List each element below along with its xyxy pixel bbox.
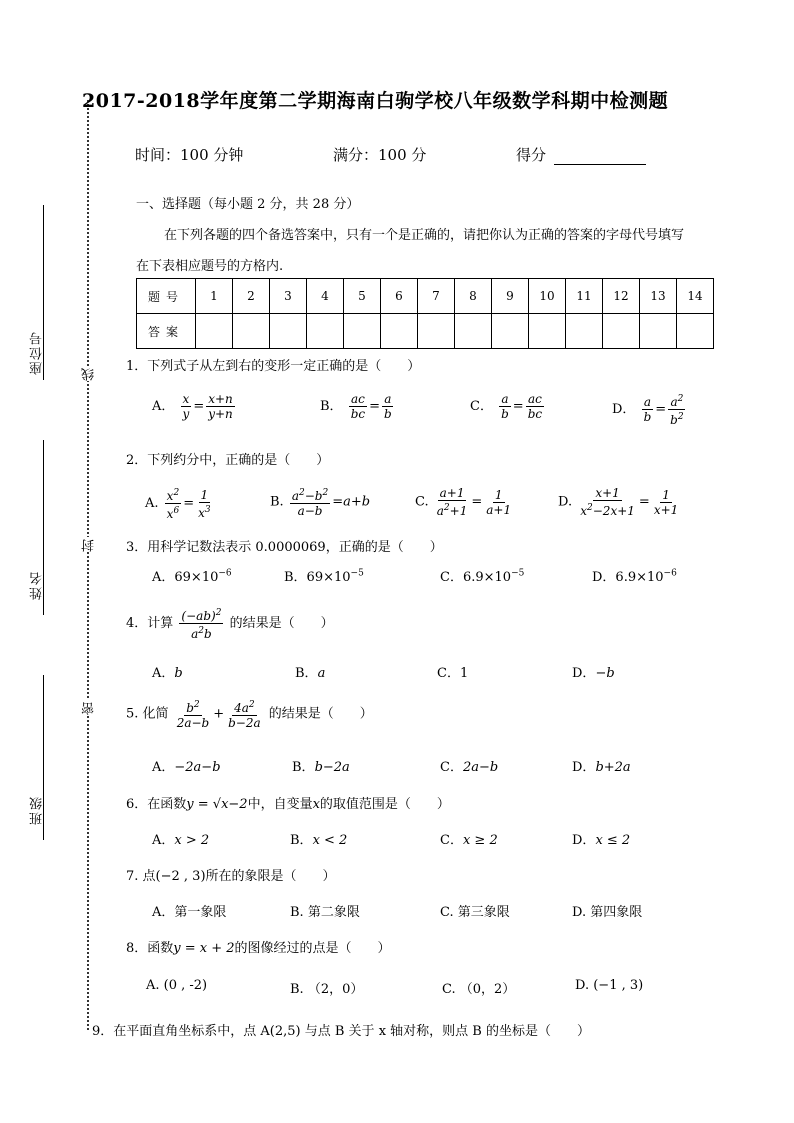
answer-cell[interactable]	[418, 314, 455, 349]
q6-stem: 6．在函数y = √x−2中，自变量x的取值范围是（ ）	[126, 797, 450, 812]
answer-cell[interactable]	[344, 314, 381, 349]
score-field[interactable]	[516, 144, 646, 165]
binding-dotted-line	[87, 100, 89, 1030]
answer-cell[interactable]	[529, 314, 566, 349]
answer-cell[interactable]	[270, 314, 307, 349]
q1-option-a: A． $\frac{x}{y}$ = $\frac{x+n}{y+n}$	[152, 392, 233, 421]
answer-cell[interactable]	[677, 314, 714, 349]
seal-char-mi: 密	[82, 700, 97, 715]
answer-cell[interactable]	[640, 314, 677, 349]
q3-option-d: D．$6.9\times 10^{-6}$	[592, 568, 677, 585]
q6-option-a: A．x > 2	[152, 833, 210, 848]
seat-label: 座位号	[30, 330, 45, 375]
answer-cell[interactable]	[196, 314, 233, 349]
answer-cell[interactable]	[233, 314, 270, 349]
q4-stem: 4．计算 $\frac{(-ab)^2}{a^2b}$ 的结果是（ ）	[126, 608, 334, 641]
instruction-line-1: 在下列各题的四个备选答案中，只有一个是正确的，请把你认为正确的答案的字母代号填写	[164, 228, 685, 243]
class-label: 班级	[30, 795, 45, 825]
q1-option-c: C． $\frac{a}{b}$ = $\frac{ac}{bc}$	[470, 392, 543, 421]
q3-stem: 3．用科学记数法表示 0.0000069，正确的是（ ）	[126, 540, 443, 555]
section-heading: 一、选择题（每小题 2 分，共 28 分）	[136, 197, 360, 212]
q5-option-a: A．−2a−b	[152, 760, 221, 775]
q6-option-d: D．x ≤ 2	[572, 833, 631, 848]
q6-option-c: C．x ≥ 2	[440, 833, 498, 848]
q8-option-b: B. （2，0）	[290, 982, 364, 997]
answer-cell[interactable]	[492, 314, 529, 349]
q3-option-c: C．$6.9\times 10^{-5}$	[440, 568, 525, 585]
page-title: 2017-2018学年度第二学期海南白驹学校八年级数学科期中检测题	[82, 90, 669, 112]
q1-option-d: D． $\frac{a}{b}$ = $\frac{a^2}{b^2}$	[612, 394, 684, 427]
q3-option-a: A．$69\times 10^{-6}$	[152, 568, 232, 585]
q2-option-a: A. $\frac{x^2}{x^6}$ = $\frac{1}{x^3}$	[145, 487, 211, 521]
full-score-info: 满分：100 分	[333, 146, 427, 164]
q1-stem: 1．下列式子从左到右的变形一定正确的是（ ）	[126, 359, 421, 374]
q5-stem: 5. 化简 $\frac{b^2}{2a-b}$ + $\frac{4a^2}{b-2a}$ 的结果是（ ）	[126, 700, 373, 730]
q2-option-c: C. $\frac{a+1}{a^2+1}$ = $\frac{1}{a+1}$	[415, 486, 512, 518]
answer-cell[interactable]	[455, 314, 492, 349]
seal-char-xian: 线	[82, 366, 97, 381]
q8-option-c: C. （0，2）	[442, 982, 516, 997]
q7-option-a: A．第一象限	[152, 905, 227, 920]
answer-cell[interactable]	[603, 314, 640, 349]
table-row	[137, 314, 714, 349]
q7-stem: 7. 点(−2 , 3)所在的象限是（ ）	[126, 869, 336, 884]
q5-option-c: C．2a−b	[440, 760, 499, 775]
row-header-number: 题号	[137, 279, 196, 314]
q2-stem: 2．下列约分中，正确的是（ ）	[126, 453, 330, 468]
row-header-answer: 答案	[137, 314, 196, 349]
q4-option-d: D．−b	[572, 666, 615, 681]
score-blank[interactable]	[554, 150, 646, 165]
q2-option-b: B. $\frac{a^2-b^2}{a-b}$ =a+b	[270, 488, 371, 518]
q4-option-c: C．1	[437, 666, 469, 681]
q6-option-b: B．x < 2	[290, 833, 348, 848]
answer-cell[interactable]	[381, 314, 418, 349]
q8-option-d: D. (−1 , 3)	[575, 978, 644, 993]
q5-option-b: B．b−2a	[292, 760, 350, 775]
q8-stem: 8．函数y = x + 2的图像经过的点是（ ）	[126, 941, 391, 956]
q7-option-b: B. 第二象限	[290, 905, 360, 920]
q4-option-a: A．b	[152, 666, 183, 681]
time-info: 时间：100 分钟	[135, 146, 244, 164]
answer-table	[136, 278, 714, 349]
answer-cell[interactable]	[566, 314, 603, 349]
score-label: 得分	[516, 146, 547, 164]
answer-cell[interactable]	[307, 314, 344, 349]
table-row: 题号 1 2 3 4 5 6 7 8 9 10 11 12 13 14	[137, 279, 714, 314]
q2-option-d: D. $\frac{x+1}{x^2-2x+1}$ = $\frac{1}{x+1}$	[558, 486, 679, 518]
q1-option-b: B． $\frac{ac}{bc}$ = $\frac{a}{b}$	[320, 392, 392, 421]
q9-stem: 9．在平面直角坐标系中，点 A(2,5) 与点 B 关于 x 轴对称，则点 B 的坐标是（ ）	[92, 1024, 590, 1039]
instruction-line-2: 在下表相应题号的方格内.	[136, 259, 284, 274]
q7-option-c: C. 第三象限	[440, 905, 510, 920]
q7-option-d: D. 第四象限	[572, 905, 643, 920]
q8-option-a: A. (0 , -2)	[146, 978, 208, 993]
q3-option-b: B．$69\times 10^{-5}$	[284, 568, 364, 585]
q4-option-b: B．a	[295, 666, 326, 681]
q5-option-d: D．b+2a	[572, 760, 631, 775]
seal-char-feng: 封	[82, 537, 97, 552]
name-label: 姓名	[30, 570, 45, 600]
